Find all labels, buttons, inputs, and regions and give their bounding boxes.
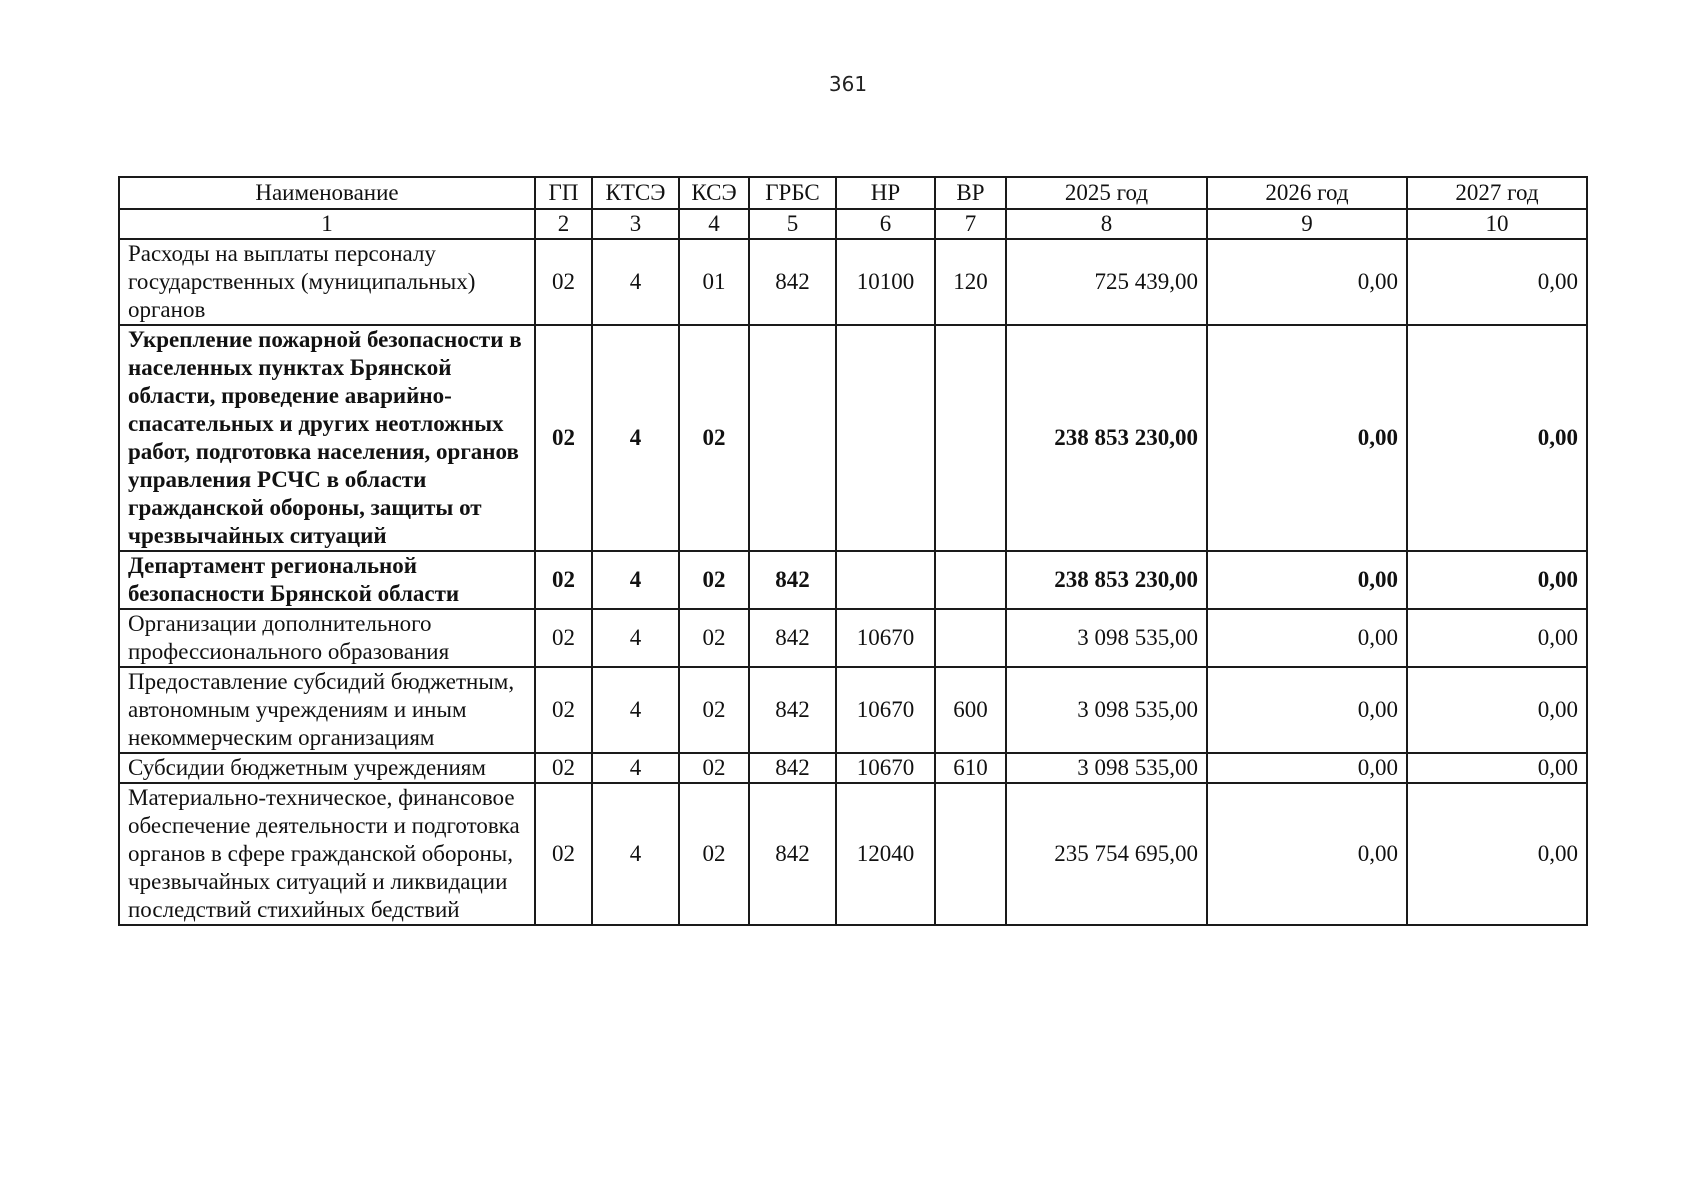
row-nr: 12040 <box>836 783 935 925</box>
row-kse: 02 <box>679 783 749 925</box>
column-number-row <box>119 209 1587 239</box>
table-row <box>119 667 1587 753</box>
row-kse: 02 <box>679 753 749 783</box>
row-ktse: 4 <box>592 551 679 609</box>
row-vr <box>935 325 1006 551</box>
column-header-2025: 2025 год <box>1006 177 1207 209</box>
column-number: 2 <box>535 209 592 239</box>
row-amount-2027: 0,00 <box>1407 551 1587 609</box>
row-amount-2026: 0,00 <box>1207 551 1407 609</box>
row-amount-2027: 0,00 <box>1407 325 1587 551</box>
table-row <box>119 551 1587 609</box>
row-grbs: 842 <box>749 667 836 753</box>
column-number: 1 <box>119 209 535 239</box>
row-name: Субсидии бюджетным учреждениям <box>119 753 535 783</box>
row-ktse: 4 <box>592 609 679 667</box>
row-nr: 10670 <box>836 667 935 753</box>
row-ktse: 4 <box>592 667 679 753</box>
row-amount-2025: 3 098 535,00 <box>1006 609 1207 667</box>
column-number: 4 <box>679 209 749 239</box>
column-header-2026: 2026 год <box>1207 177 1407 209</box>
row-nr: 10100 <box>836 239 935 325</box>
row-grbs <box>749 325 836 551</box>
row-gp: 02 <box>535 753 592 783</box>
row-kse: 02 <box>679 551 749 609</box>
table-row <box>119 239 1587 325</box>
column-number: 8 <box>1006 209 1207 239</box>
row-ktse: 4 <box>592 325 679 551</box>
table-row <box>119 325 1587 551</box>
row-name: Материально-техническое, финансовое обеспечение деятельности и подготовка органов в сфере гражданской обороны, чрезвычайных ситуаций и ликвидации последствий стихийных бедствий <box>119 783 535 925</box>
row-gp: 02 <box>535 783 592 925</box>
row-amount-2026: 0,00 <box>1207 609 1407 667</box>
row-gp: 02 <box>535 239 592 325</box>
column-header-vr: ВР <box>935 177 1006 209</box>
row-ktse: 4 <box>592 783 679 925</box>
row-ktse: 4 <box>592 753 679 783</box>
row-vr <box>935 783 1006 925</box>
column-header-2027: 2027 год <box>1407 177 1587 209</box>
row-amount-2025: 235 754 695,00 <box>1006 783 1207 925</box>
column-number: 7 <box>935 209 1006 239</box>
column-header-ktse: КТСЭ <box>592 177 679 209</box>
row-kse: 02 <box>679 667 749 753</box>
row-amount-2026: 0,00 <box>1207 667 1407 753</box>
row-amount-2025: 238 853 230,00 <box>1006 325 1207 551</box>
table-row <box>119 753 1587 783</box>
header-row <box>119 177 1587 209</box>
column-number: 6 <box>836 209 935 239</box>
row-amount-2027: 0,00 <box>1407 609 1587 667</box>
column-number: 3 <box>592 209 679 239</box>
row-amount-2026: 0,00 <box>1207 325 1407 551</box>
row-nr: 10670 <box>836 609 935 667</box>
row-gp: 02 <box>535 551 592 609</box>
row-grbs: 842 <box>749 551 836 609</box>
row-kse: 02 <box>679 609 749 667</box>
row-name: Укрепление пожарной безопасности в населенных пунктах Брянской области, проведение аварийно-спасательных и других неотложных работ, подготовка населения, органов управления РСЧС в области гражданской обороны, защиты от чрезвычайных ситуаций <box>119 325 535 551</box>
row-grbs: 842 <box>749 753 836 783</box>
column-number: 9 <box>1207 209 1407 239</box>
row-amount-2026: 0,00 <box>1207 753 1407 783</box>
column-number: 10 <box>1407 209 1587 239</box>
row-name: Расходы на выплаты персоналу государственных (муниципальных) органов <box>119 239 535 325</box>
row-nr: 10670 <box>836 753 935 783</box>
row-grbs: 842 <box>749 609 836 667</box>
column-header-name: Наименование <box>119 177 535 209</box>
row-name: Департамент региональной безопасности Брянской области <box>119 551 535 609</box>
row-name: Предоставление субсидий бюджетным, автономным учреждениям и иным некоммерческим организациям <box>119 667 535 753</box>
row-vr: 120 <box>935 239 1006 325</box>
row-nr <box>836 551 935 609</box>
table-row <box>119 609 1587 667</box>
row-amount-2025: 725 439,00 <box>1006 239 1207 325</box>
budget-table <box>118 176 1588 926</box>
row-amount-2027: 0,00 <box>1407 783 1587 925</box>
row-amount-2027: 0,00 <box>1407 667 1587 753</box>
row-amount-2026: 0,00 <box>1207 783 1407 925</box>
row-gp: 02 <box>535 609 592 667</box>
row-amount-2026: 0,00 <box>1207 239 1407 325</box>
row-amount-2025: 238 853 230,00 <box>1006 551 1207 609</box>
row-kse: 01 <box>679 239 749 325</box>
row-kse: 02 <box>679 325 749 551</box>
column-number: 5 <box>749 209 836 239</box>
row-amount-2027: 0,00 <box>1407 753 1587 783</box>
row-amount-2025: 3 098 535,00 <box>1006 667 1207 753</box>
row-name: Организации дополнительного профессионального образования <box>119 609 535 667</box>
row-ktse: 4 <box>592 239 679 325</box>
row-nr <box>836 325 935 551</box>
table-row <box>119 783 1587 925</box>
row-vr <box>935 609 1006 667</box>
row-grbs: 842 <box>749 783 836 925</box>
row-vr: 610 <box>935 753 1006 783</box>
page-number: 361 <box>828 72 868 96</box>
row-grbs: 842 <box>749 239 836 325</box>
row-vr <box>935 551 1006 609</box>
column-header-grbs: ГРБС <box>749 177 836 209</box>
row-gp: 02 <box>535 325 592 551</box>
row-vr: 600 <box>935 667 1006 753</box>
row-amount-2025: 3 098 535,00 <box>1006 753 1207 783</box>
column-header-gp: ГП <box>535 177 592 209</box>
column-header-nr: НР <box>836 177 935 209</box>
row-gp: 02 <box>535 667 592 753</box>
column-header-kse: КСЭ <box>679 177 749 209</box>
row-amount-2027: 0,00 <box>1407 239 1587 325</box>
